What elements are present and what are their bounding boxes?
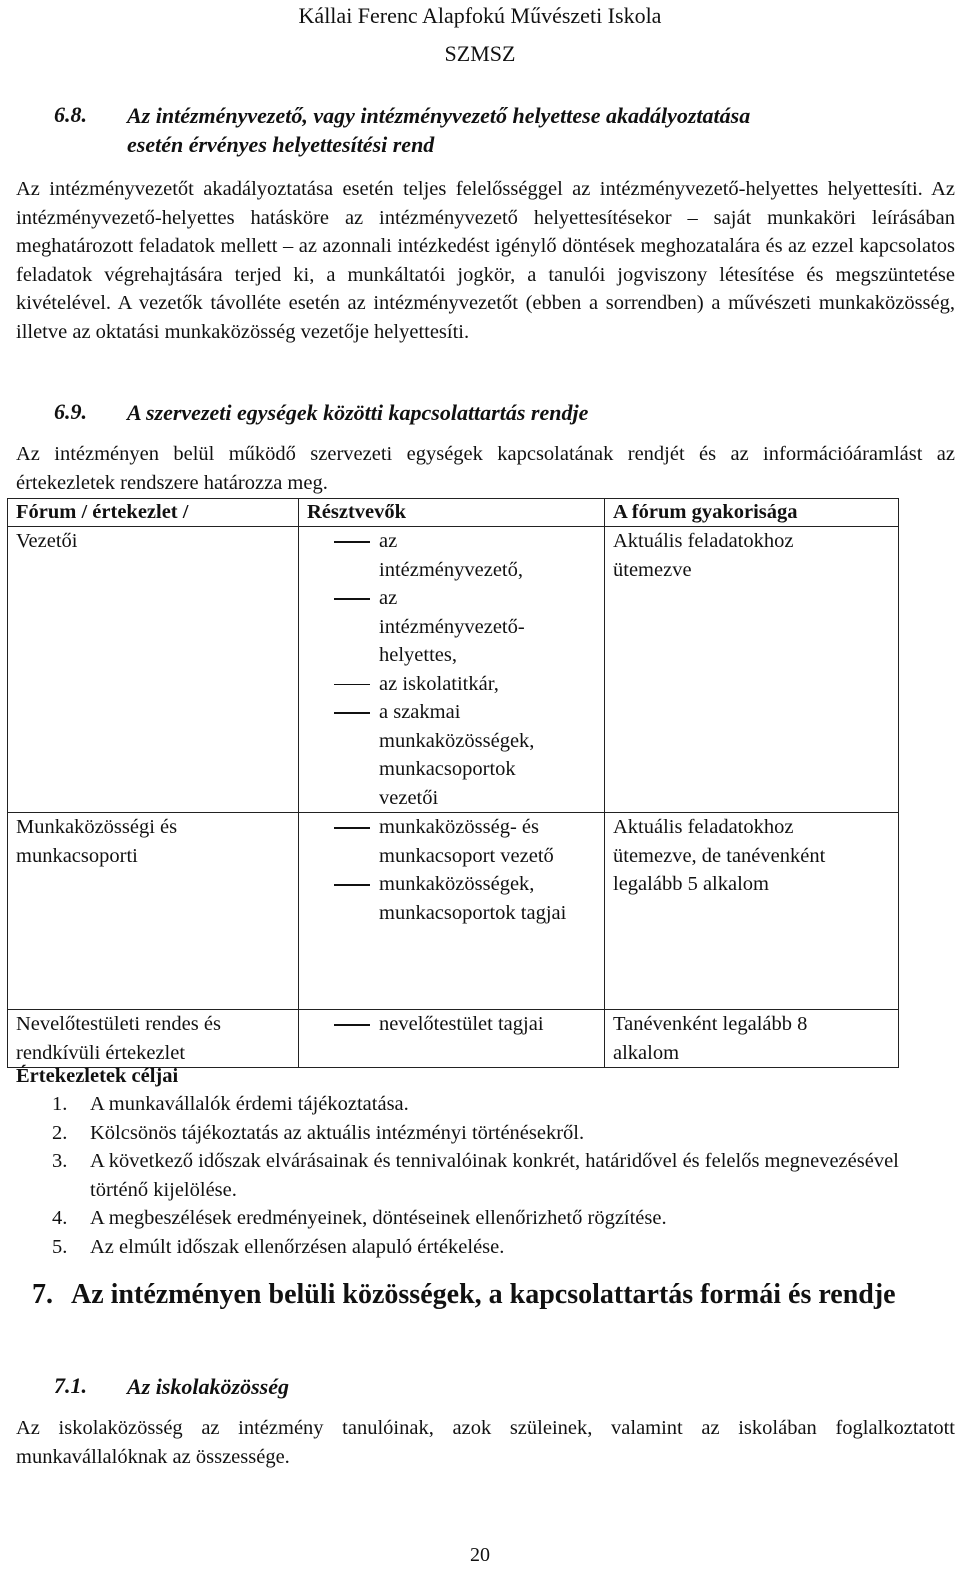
section-7-1-number: 7.1. [54,1373,87,1398]
goal-item [16,1233,916,1262]
participant-item: a szakmai munkaközösségek, munkacsoportok vezetői [307,698,509,812]
section-6-9-paragraph [16,440,955,497]
forum-text: Munkaközösségi és munkacsoporti [16,816,178,867]
section-6-8-number: 6.8. [54,102,87,127]
header-school-name: Kállai Ferenc Alapfokú Művészeti Iskola [298,3,662,28]
goal-text: A megbeszélések eredményeinek, döntéseinek ellenőrizhető rögzítése. [90,1207,667,1229]
section-7-1-title: Az iskolaközösség [127,1374,289,1399]
header-document-name: SZMSZ [444,41,516,66]
participants-cell [299,813,605,1010]
goal-number: 3. [52,1150,68,1172]
forum-text: Nevelőtestületi rendes és rendkívüli értekezlet [16,1013,221,1064]
frequency-cell [605,527,899,813]
frequency-cell [605,813,899,1010]
goal-number: 2. [52,1121,68,1144]
section-6-8-paragraph [16,175,955,346]
chapter-7-number: 7. [32,1279,53,1310]
paragraph-text: Az intézményen belül működő szervezeti egységek kapcsolatának rendjét és az információáramlást az értekezletek rendszere határozza meg. [16,443,955,494]
participants-list [307,527,535,812]
goal-number: 5. [52,1235,68,1258]
goal-text: A munkavállalók érdemi tájékoztatása. [90,1093,409,1115]
participant-item: az iskolatitkár, [307,670,509,699]
participant-item: nevelőtestület tagjai [307,1010,604,1039]
table-header-row [8,499,899,527]
goal-text: Az elmúlt időszak ellenőrzésen alapuló értékelése. [90,1235,505,1258]
forum-table [7,498,899,1068]
forum-cell: Vezetői [8,527,299,813]
chapter-7-title: Az intézményen belüli közösségek, a kapcsolattartás formái és rendje [71,1279,896,1310]
goals-list [16,1090,916,1261]
goal-text: Kölcsönös tájékoztatás az aktuális intézményi történésekről. [90,1121,585,1144]
paragraph-text: Az intézményvezetőt akadályoztatása esetén teljes felelősséggel az intézményvezető-helyettes helyettesíti. Az intézményvezető-helyettes hatásköre az intézményvezető helyettesítésekor – saját munkaköri leírásában meghatározott feladatok mellett – az azonnali intézkedést igénylő döntések meghozatalára és az ezzel kapcsolatos feladatok végrehajtására terjed ki, a munkáltatói jogkör, a tanulói jogviszony létesítése és megszüntetése kivételével. A vezetők távolléte esetén az intézményvezetőt (ebben a sorrendben) a művészeti munkaközösség, illetve az oktatási munkaközösség vezetője helyettesíti. [16,178,955,343]
frequency-text: Aktuális feladatokhoz ütemezve, de tanévenként legalább 5 alkalom [613,816,826,895]
frequency-cell [605,1010,899,1068]
goal-number: 1. [52,1093,68,1115]
goal-item [16,1090,916,1119]
table-row [8,527,899,813]
participant-item: munkaközösségek, munkacsoportok tagjai [307,870,569,927]
header-participants: Résztvevők [299,499,605,527]
header-forum: Fórum / értekezlet / [8,499,299,527]
participants-cell [299,527,605,813]
table-row [8,813,899,1010]
frequency-text: Aktuális feladatokhoz ütemezve [613,530,794,581]
participant-item: az intézményvezető-helyettes, [307,584,509,670]
goal-item [16,1147,916,1204]
section-6-9-title: A szervezeti egységek közötti kapcsolattartás rendje [127,400,589,425]
paragraph-text: Az iskolaközösség az intézmény tanulóinak, azok szüleinek, valamint az iskolában foglalkoztatott munkavállalóknak az összessége. [16,1417,955,1468]
goal-item [16,1204,916,1233]
forum-cell [8,1010,299,1068]
page-number: 20 [470,1544,490,1566]
section-6-8-title-line1: Az intézményvezető, vagy intézményvezető helyettese akadályoztatása [127,103,751,128]
goal-number: 4. [52,1207,68,1229]
table-row [8,1010,899,1068]
goals-title: Értekezletek céljai [16,1065,179,1087]
participants-list [307,813,604,927]
section-6-8-title-line2: esetén érvényes helyettesítési rend [127,132,435,157]
participants-cell [299,1010,605,1068]
frequency-text: Tanévenként legalább 8 alkalom [613,1013,808,1064]
goal-item [16,1119,916,1148]
section-6-9-number: 6.9. [54,399,87,424]
participant-item: az intézményvezető, [307,527,509,584]
forum-cell [8,813,299,1010]
participant-item: munkaközösség- és munkacsoport vezető [307,813,569,870]
participants-list [307,1010,604,1039]
goal-text: A következő időszak elvárásainak és tennivalóinak konkrét, határidővel és felelős megnevezésével történő kijelölése. [90,1150,899,1201]
header-frequency: A fórum gyakorisága [605,499,899,527]
section-7-1-paragraph [16,1414,955,1471]
